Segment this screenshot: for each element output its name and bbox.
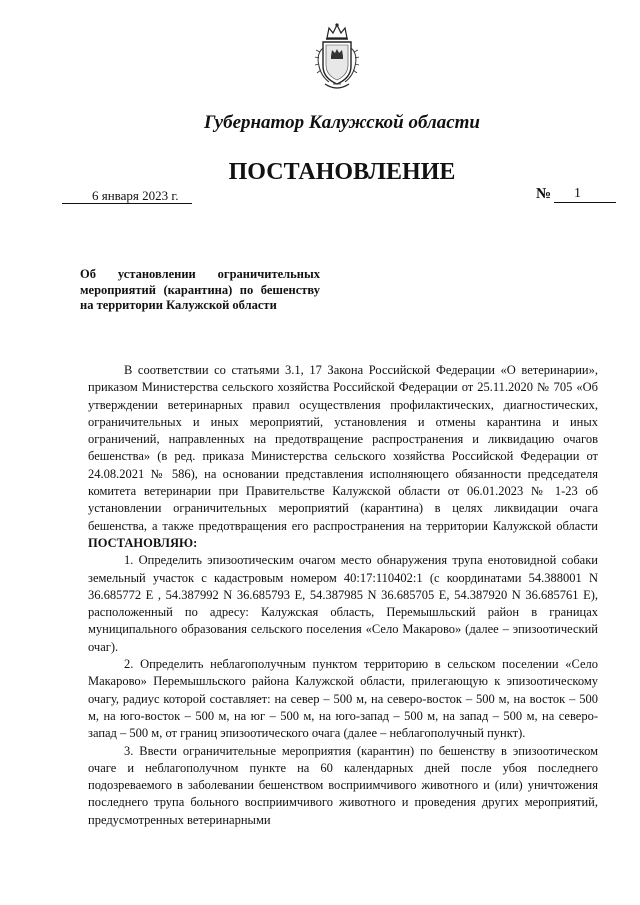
clause-3: 3. Ввести ограничительные мероприятия (карантин) по бешенству в эпизоотическом очаге и неблагополучном пункте на 60 календарных дней после убоя последнего подозреваемого в заболевании бешенством восприимчивого животного и (или) уничтожения последнего трупа больного восприимчивого животного и проведения других мероприятий, предусмотренных ветеринарными [88, 743, 598, 827]
document-date: 6 января 2023 г. [62, 188, 192, 204]
clause-2: 2. Определить неблагополучным пунктом территорию в сельском поселении «Село Макарово» Перемышльского района Калужской области, прилегающую к эпизоотическому очагу, радиус которой составляет: на север – 500 м, на северо-восток – 500 м, на восток – 500 м, на юго-восток – 500 м, на юг – 500 м, на юго-запад – 500 м, на запад – 500 м, на северо-запад – 500 м, от границ эпизоотического очага (далее – неблагополучный пункт). [88, 657, 598, 741]
document-subject: Об установлении ограничительных мероприятий (карантина) по бешенству на территории Калужской области [80, 267, 320, 312]
clause-1: 1. Определить эпизоотическим очагом место обнаружения трупа енотовидной собаки земельный участок с кадастровым номером 40:17:110402:1 (с координатами 54.388001 N 36.685772 E , 54.387992 N 36.685793 E, 54.387985 N 36.685705 E, 54.387920 N 36.685761 E), расположенный по адресу: Калужская область, Перемышльский район в границах муниципального образования сельского поселения «Село Макарово» (далее – эпизоотический очаг). [88, 553, 598, 654]
number-label: № [536, 186, 552, 202]
document-number: 1 [554, 186, 616, 203]
kaluga-coat-of-arms-icon [313, 22, 361, 94]
authority-title: Губернатор Калужской области [204, 112, 480, 133]
preamble-text: В соответствии со статьями 3.1, 17 Закона Российской Федерации «О ветеринарии», приказом Министерства сельского хозяйства Российской Федерации от 25.11.2020 № 705 «Об утверждении ветеринарных правил осуществления профилактических, диагностических, ограничительных и иных мероприятий, установления и отмены карантина и иных ограничений, направленных на предотвращение распространения и ликвидацию очагов бешенства» (в ред. приказа Министерства сельского хозяйства Российской Федерации от 24.08.2021 № 586), на основании представления исполняющего обязанности председателя комитета ветеринарии при Правительстве Калужской области от 06.01.2023 № 1-23 об установлении ограничительных мероприятий (карантина) в целях ликвидации очага бешенства, а также предотвращения его распространения на территории Калужской области [88, 363, 598, 533]
document-body [88, 362, 598, 829]
document-type-title: ПОСТАНОВЛЕНИЕ [228, 159, 456, 185]
decree-word: ПОСТАНОВЛЯЮ: [88, 535, 198, 550]
preamble-paragraph [88, 362, 598, 552]
